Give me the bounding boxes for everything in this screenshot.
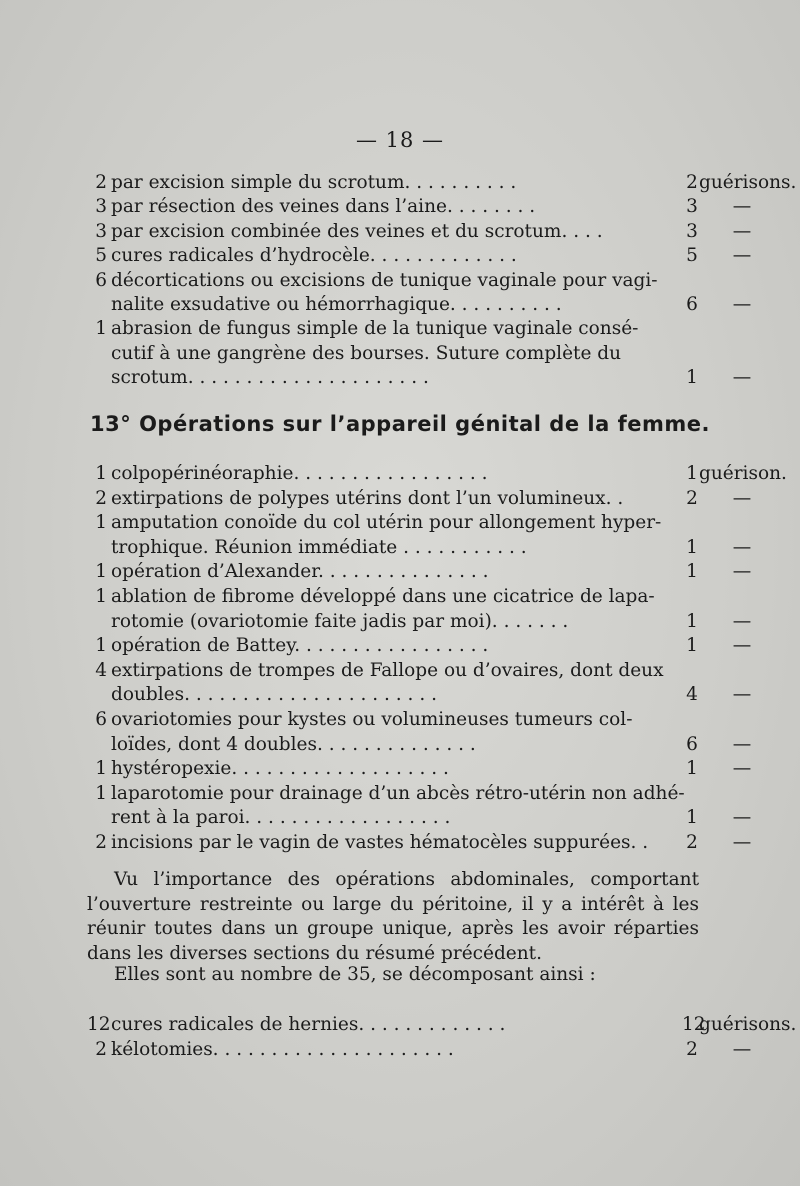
item-quantity: 1: [95, 586, 107, 607]
item-description: rotomie (ovariotomie faite jadis par moi). . . . . . .: [111, 610, 569, 632]
item-count: 1: [686, 610, 698, 632]
item-count: 2: [686, 832, 698, 853]
item-result: —: [732, 758, 752, 780]
item-quantity: 6: [95, 269, 107, 291]
item-count: 3: [686, 220, 698, 242]
item-count: 2: [686, 1038, 698, 1060]
item-description: hystéropexie. . . . . . . . . . . . . . . . . . .: [111, 758, 449, 780]
item-description: cutif à une gangrène des bourses. Suture complète du: [111, 342, 622, 364]
item-description: incisions par le vagin de vastes hématocèles suppurées. .: [111, 832, 649, 853]
item-description: décortications ou excisions de tunique vaginale pour vagi-: [111, 269, 658, 291]
item-count: 2: [686, 172, 698, 193]
item-description: ovariotomies pour kystes ou volumineuses tumeurs col-: [111, 709, 633, 730]
item-quantity: 6: [95, 709, 107, 730]
item-description: par résection des veines dans l’aine. . . . . . . .: [111, 196, 536, 218]
section-heading: 13° Opérations sur l’appareil génital de la femme.: [90, 412, 710, 436]
item-quantity: 1: [95, 782, 107, 804]
item-description: abrasion de fungus simple de la tunique vaginale consé-: [111, 318, 639, 340]
item-count: 3: [686, 196, 698, 218]
item-result: —: [732, 610, 752, 632]
item-quantity: 2: [95, 172, 107, 193]
item-description: cures radicales de hernies. . . . . . . . . . . . .: [111, 1014, 506, 1035]
item-description: scrotum. . . . . . . . . . . . . . . . . . . . .: [111, 367, 429, 389]
item-result: —: [732, 1038, 752, 1060]
item-description: amputation conoïde du col utérin pour allongement hyper-: [111, 512, 662, 534]
item-count: 1: [686, 463, 698, 484]
body-text-2: [87, 963, 699, 988]
item-result: —: [732, 684, 752, 706]
item-result: —: [732, 220, 752, 242]
item-quantity: 1: [95, 463, 107, 484]
item-result: —: [732, 245, 752, 267]
item-result: —: [732, 733, 752, 755]
item-description: extirpations de polypes utérins dont l’un volumineux. .: [111, 487, 624, 509]
item-result: —: [732, 536, 752, 558]
item-count: 1: [686, 807, 698, 829]
item-description: trophique. Réunion immédiate . . . . . . . . . . .: [111, 536, 527, 558]
item-description: loïdes, dont 4 doubles. . . . . . . . . . . . . .: [111, 733, 476, 755]
item-quantity: 1: [95, 512, 107, 534]
item-result: —: [732, 196, 752, 218]
item-result: guérisons.: [699, 1014, 797, 1035]
item-description: ablation de fibrome développé dans une cicatrice de lapa-: [111, 586, 655, 607]
item-quantity: 12: [87, 1014, 111, 1035]
item-description: cures radicales d’hydrocèle. . . . . . . . . . . . .: [111, 245, 517, 267]
item-quantity: 3: [95, 220, 107, 242]
item-result: —: [732, 561, 752, 583]
item-count: 1: [686, 367, 698, 389]
item-count: 2: [686, 487, 698, 509]
item-quantity: 1: [95, 561, 107, 583]
item-result: —: [732, 294, 752, 315]
item-count: 4: [686, 684, 698, 706]
item-quantity: 1: [95, 635, 107, 657]
item-count: 1: [686, 536, 698, 558]
item-count: 5: [686, 245, 698, 267]
item-description: nalite exsudative ou hémorrhagique. . . . . . . . . .: [111, 294, 562, 315]
item-result: —: [732, 367, 752, 389]
item-description: par excision combinée des veines et du scrotum. . . .: [111, 220, 603, 242]
item-quantity: 2: [95, 1038, 107, 1060]
item-description: doubles. . . . . . . . . . . . . . . . . . . . . .: [111, 684, 437, 706]
item-count: 1: [686, 758, 698, 780]
item-count: 6: [686, 294, 698, 315]
item-description: par excision simple du scrotum. . . . . . . . . .: [111, 172, 517, 193]
item-count: 1: [686, 561, 698, 583]
item-quantity: 1: [95, 758, 107, 780]
item-description: rent à la paroi. . . . . . . . . . . . . . . . . .: [111, 807, 451, 829]
item-result: —: [732, 807, 752, 829]
item-description: opération de Battey. . . . . . . . . . . . . . . . .: [111, 635, 489, 657]
paragraph-abdominal: Vu l’importance des opérations abdominales, comportant l’ouverture restreinte ou large du péritoine, il y a intérêt à les réunir toutes dans un groupe unique, après les avoir réparties dans les diverses sections du résumé précédent.: [87, 869, 699, 964]
paragraph-count: Elles sont au nombre de 35, se décomposant ainsi :: [114, 964, 596, 985]
item-result: —: [732, 832, 752, 853]
item-description: laparotomie pour drainage d’un abcès rétro-utérin non adhé-: [111, 782, 685, 804]
item-result: guérison.: [699, 463, 787, 484]
item-result: guérisons.: [699, 172, 797, 193]
item-description: extirpations de trompes de Fallope ou d’ovaires, dont deux: [111, 659, 664, 681]
item-result: —: [732, 487, 752, 509]
item-count: 12: [682, 1014, 706, 1035]
item-result: —: [732, 635, 752, 657]
item-quantity: 1: [95, 318, 107, 340]
item-quantity: 4: [95, 659, 107, 681]
item-quantity: 2: [95, 487, 107, 509]
item-quantity: 2: [95, 832, 107, 853]
page-number: — 18 —: [355, 128, 445, 152]
item-quantity: 5: [95, 245, 107, 267]
item-description: opération d’Alexander. . . . . . . . . . . . . . .: [111, 561, 489, 583]
item-quantity: 3: [95, 196, 107, 218]
item-count: 6: [686, 733, 698, 755]
body-text: [87, 868, 699, 966]
item-description: colpopérinéoraphie. . . . . . . . . . . . . . . . .: [111, 463, 488, 484]
item-description: kélotomies. . . . . . . . . . . . . . . . . . . . .: [111, 1038, 454, 1060]
item-count: 1: [686, 635, 698, 657]
